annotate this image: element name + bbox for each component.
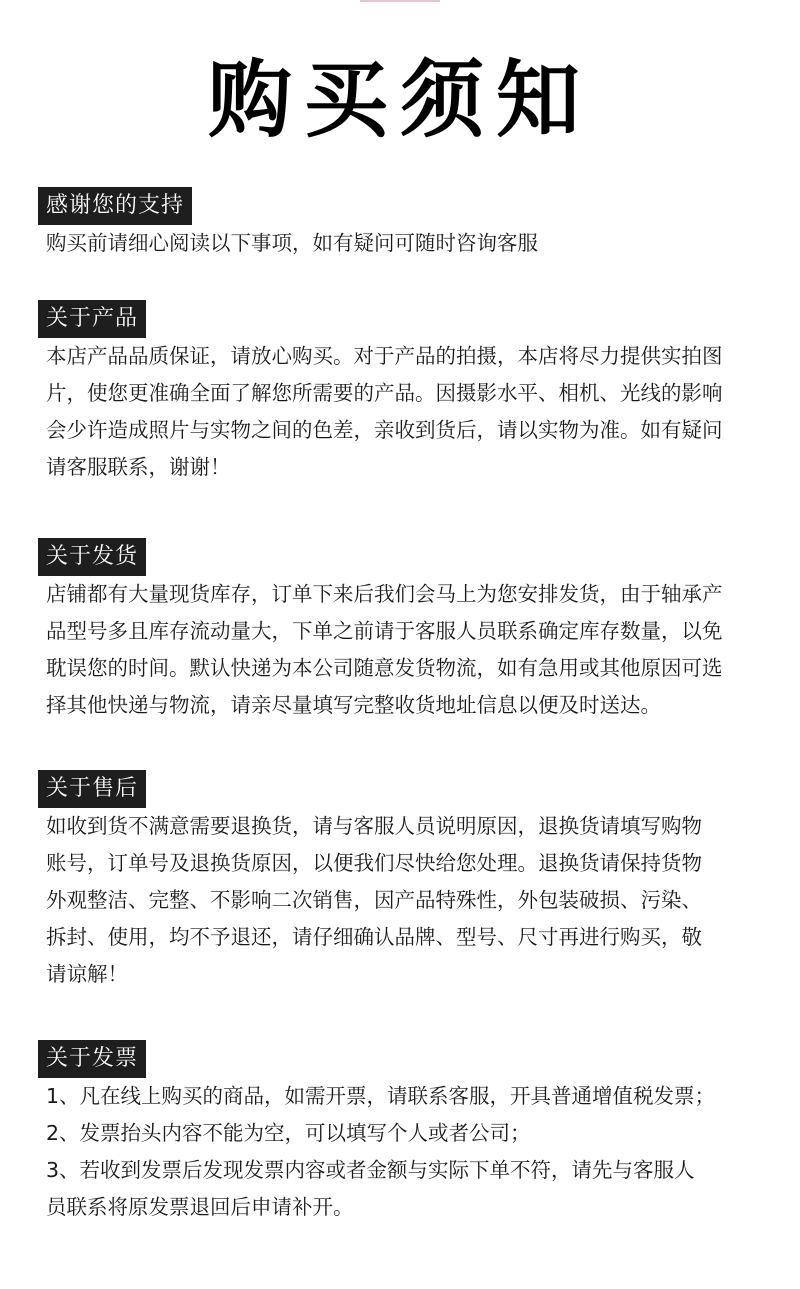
section-body-product: [38, 338, 768, 486]
text-line: 择其他快递与物流，请亲尽量填写完整收货地址信息以便及时送达。: [46, 693, 661, 717]
text-line: 耽误您的时间。默认快递为本公司随意发货物流，如有急用或其他原因可选: [46, 656, 723, 680]
section-heading-shipping: 关于发货: [38, 538, 146, 576]
section-body-invoice: [38, 1078, 768, 1226]
section-heading-after-sales: 关于售后: [38, 770, 146, 808]
section-after-sales: [38, 770, 768, 993]
section-body-thanks: [38, 225, 768, 262]
section-product: [38, 300, 768, 486]
text-line: 2、发票抬头内容不能为空，可以填写个人或者公司；: [46, 1121, 531, 1145]
page-title: 购买须知: [207, 51, 592, 149]
text-line: 品型号多且库存流动量大，下单之前请于客服人员联系确定库存数量，以免: [46, 619, 723, 643]
section-invoice: [38, 1040, 768, 1226]
section-body-after-sales: [38, 808, 768, 993]
text-line: 外观整洁、完整、不影响二次销售，因产品特殊性，外包装破损、污染、: [46, 888, 702, 912]
text-line: 3、若收到发票后发现发票内容或者金额与实际下单不符，请先与客服人: [46, 1158, 695, 1182]
text-line: 店铺都有大量现货库存，订单下来后我们会马上为您安排发货，由于轴承产: [46, 582, 723, 606]
text-line: 购买前请细心阅读以下事项，如有疑问可随时咨询客服: [46, 231, 538, 255]
section-heading-thanks: 感谢您的支持: [38, 187, 192, 225]
section-heading-invoice: 关于发票: [38, 1040, 146, 1078]
top-accent-line: [360, 0, 440, 2]
text-line: 会少许造成照片与实物之间的色差，亲收到货后，请以实物为准。如有疑问: [46, 418, 723, 442]
text-line: 员联系将原发票退回后申请补开。: [46, 1195, 354, 1219]
text-line: 如收到货不满意需要退换货，请与客服人员说明原因，退换货请填写购物: [46, 814, 702, 838]
text-line: 请客服联系，谢谢！: [46, 455, 231, 479]
section-body-shipping: [38, 576, 768, 724]
text-line: 拆封、使用，均不予退还，请仔细确认品牌、型号、尺寸再进行购买，敬: [46, 925, 702, 949]
section-thanks: [38, 187, 768, 262]
text-line: 账号，订单号及退换货原因，以便我们尽快给您处理。退换货请保持货物: [46, 851, 702, 875]
section-shipping: [38, 538, 768, 724]
text-line: 片，使您更准确全面了解您所需要的产品。因摄影水平、相机、光线的影响: [46, 381, 723, 405]
text-line: 请谅解！: [46, 962, 128, 986]
text-line: 1、凡在线上购买的商品，如需开票，请联系客服，开具普通增值税发票；: [46, 1084, 716, 1108]
text-line: 本店产品品质保证，请放心购买。对于产品的拍摄，本店将尽力提供实拍图: [46, 344, 723, 368]
section-heading-product: 关于产品: [38, 300, 146, 338]
